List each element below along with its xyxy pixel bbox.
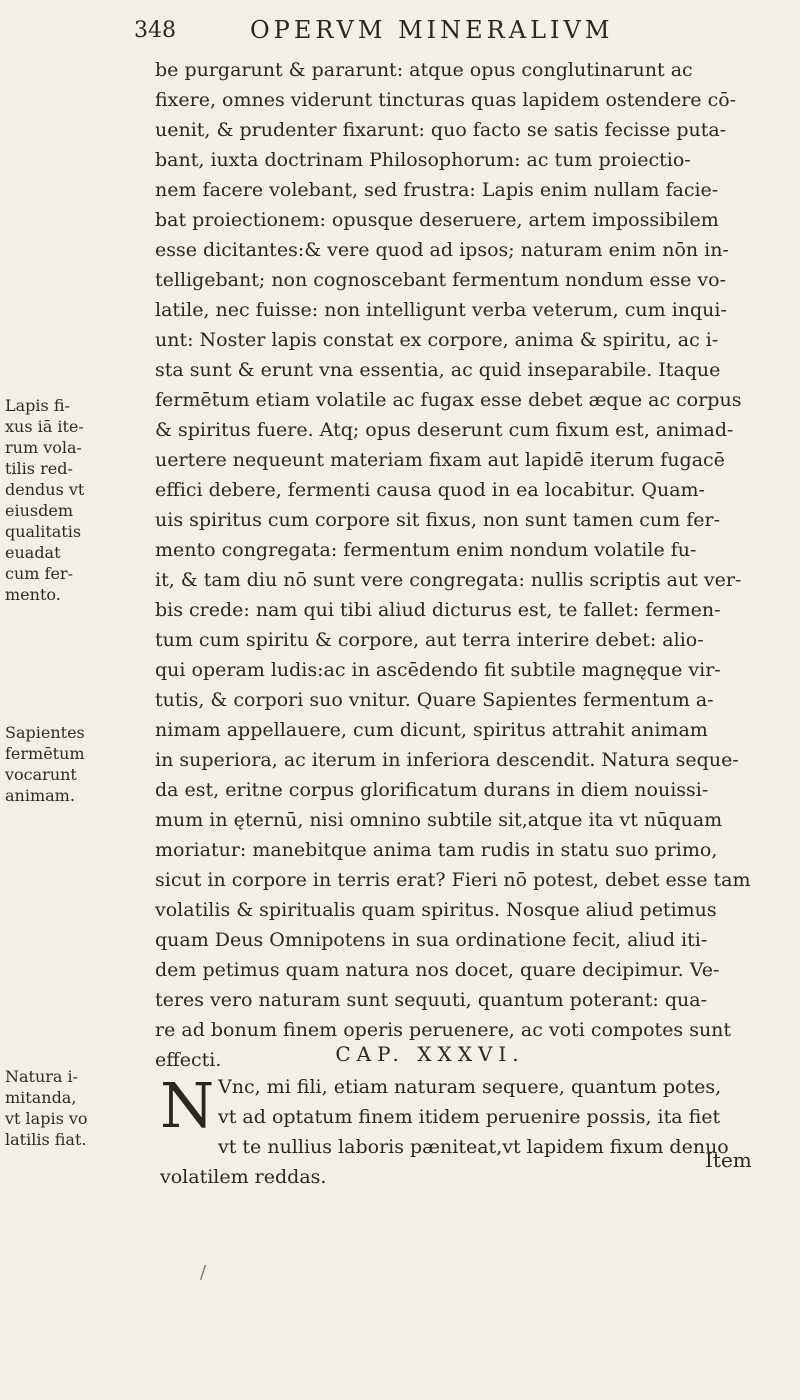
text-line: quam Deus Omnipotens in sua ordinatione fecit, aliud iti-	[155, 929, 708, 951]
margin-note-natura	[5, 1066, 123, 1150]
text-line: sta sunt & erunt vna essentia, ac quid inseparabile. Itaque	[155, 359, 721, 381]
text-line: nimam appellauere, cum dicunt, spiritus attrahit animam	[155, 719, 708, 741]
text-line: uertere nequeunt materiam fixam aut lapidē iterum fugacē	[155, 449, 725, 471]
text-line: tum cum spiritu & corpore, aut terra interire debet: alio-	[155, 629, 704, 651]
margin-note-line: latilis fiat.	[5, 1130, 87, 1149]
text-line: effici debere, fermenti causa quod in ea locabitur. Quam-	[155, 479, 705, 501]
margin-note-line: euadat	[5, 543, 61, 562]
text-line: da est, eritne corpus glorificatum durans in diem nouissi-	[155, 779, 709, 801]
margin-note-line: qualitatis	[5, 522, 82, 541]
chapter-heading-text: CAP. XXXVI.	[335, 1042, 525, 1066]
margin-note-line: mitanda,	[5, 1088, 77, 1107]
chapter-line: vt te nullius laboris pæniteat,vt lapidem fixum denuo	[218, 1136, 729, 1158]
margin-note-line: Lapis fi-	[5, 396, 70, 415]
text-line: qui operam ludis:ac in ascēdendo fit subtile magnęque vir-	[155, 659, 721, 681]
text-line: uis spiritus cum corpore sit fixus, non sunt tamen cum fer-	[155, 509, 720, 531]
chapter-line: vt ad optatum finem itidem peruenire possis, ita fiet	[218, 1106, 721, 1128]
text-line: telligebant; non cognoscebant fermentum nondum esse vo-	[155, 269, 727, 291]
margin-note-line: Natura i-	[5, 1067, 79, 1086]
margin-note-lapis	[5, 395, 123, 605]
text-line: fixere, omnes viderunt tincturas quas lapidem ostendere cō-	[155, 89, 737, 111]
margin-note-line: tilis red-	[5, 459, 73, 478]
text-line: mum in ęternū, nisi omnino subtile sit,atque ita vt nūquam	[155, 809, 723, 831]
text-line: tutis, & corpori suo vnitur. Quare Sapientes fermentum a-	[155, 689, 714, 711]
margin-note-line: Sapientes	[5, 723, 85, 742]
text-line: volatilis & spiritualis quam spiritus. Nosque aliud petimus	[155, 899, 717, 921]
main-text	[155, 55, 770, 1075]
margin-note-line: mento.	[5, 585, 61, 604]
text-line: bant, iuxta doctrinam Philosophorum: ac tum proiectio-	[155, 149, 691, 171]
text-line: dem petimus quam natura nos docet, quare decipimur. Ve-	[155, 959, 720, 981]
chapter-heading	[0, 1042, 800, 1066]
text-line: it, & tam diu nō sunt vere congregata: nullis scriptis aut ver-	[155, 569, 742, 591]
chapter-line: volatilem reddas.	[160, 1166, 327, 1188]
margin-note-line: xus iā ite-	[5, 417, 84, 436]
margin-note-line: fermētum	[5, 744, 85, 763]
margin-note-sapientes	[5, 722, 123, 806]
text-line: sicut in corpore in terris erat? Fieri nō potest, debet esse tam	[155, 869, 751, 891]
drop-cap: N	[160, 1069, 215, 1142]
margin-note-line: cum fer-	[5, 564, 73, 583]
margin-note-line: rum vola-	[5, 438, 82, 457]
running-title: OPERVM MINERALIVM	[250, 16, 614, 44]
text-line: fermētum etiam volatile ac fugax esse debet æque ac corpus	[155, 389, 742, 411]
text-line: latile, nec fuisse: non intelligunt verba veterum, cum inqui-	[155, 299, 727, 321]
catchword: Item	[705, 1148, 752, 1172]
text-line: effecti.	[155, 1049, 222, 1071]
margin-note-line: dendus vt	[5, 480, 85, 499]
text-line: esse dicitantes:& vere quod ad ipsos; naturam enim nōn in-	[155, 239, 729, 261]
stray-mark: /	[200, 1262, 207, 1283]
text-line: bis crede: nam qui tibi aliud dicturus est, te fallet: fermen-	[155, 599, 721, 621]
text-line: unt: Noster lapis constat ex corpore, anima & spiritu, ac i-	[155, 329, 719, 351]
margin-note-line: vocarunt	[5, 765, 77, 784]
text-line: & spiritus fuere. Atq; opus deserunt cum fixum est, animad-	[155, 419, 734, 441]
chapter-line: Vnc, mi fili, etiam naturam sequere, quantum potes,	[218, 1076, 722, 1098]
text-line: teres vero naturam sunt sequuti, quantum poterant: qua-	[155, 989, 708, 1011]
text-line: mento congregata: fermentum enim nondum volatile fu-	[155, 539, 697, 561]
page-number: 348	[134, 18, 176, 43]
text-line: bat proiectionem: opusque deseruere, artem impossibilem	[155, 209, 719, 231]
text-line: in superiora, ac iterum in inferiora descendit. Natura seque-	[155, 749, 739, 771]
text-line: re ad bonum finem operis peruenere, ac voti compotes sunt	[155, 1019, 732, 1041]
text-line: be purgarunt & pararunt: atque opus conglutinarunt ac	[155, 59, 693, 81]
text-line: nem facere volebant, sed frustra: Lapis enim nullam facie-	[155, 179, 719, 201]
page-header	[120, 12, 760, 52]
margin-note-line: animam.	[5, 786, 75, 805]
margin-note-line: vt lapis vo	[5, 1109, 88, 1128]
chapter-text	[160, 1069, 770, 1192]
text-line: moriatur: manebitque anima tam rudis in statu suo primo,	[155, 839, 718, 861]
text-line: uenit, & prudenter fixarunt: quo facto se satis fecisse puta-	[155, 119, 727, 141]
margin-note-line: eiusdem	[5, 501, 73, 520]
